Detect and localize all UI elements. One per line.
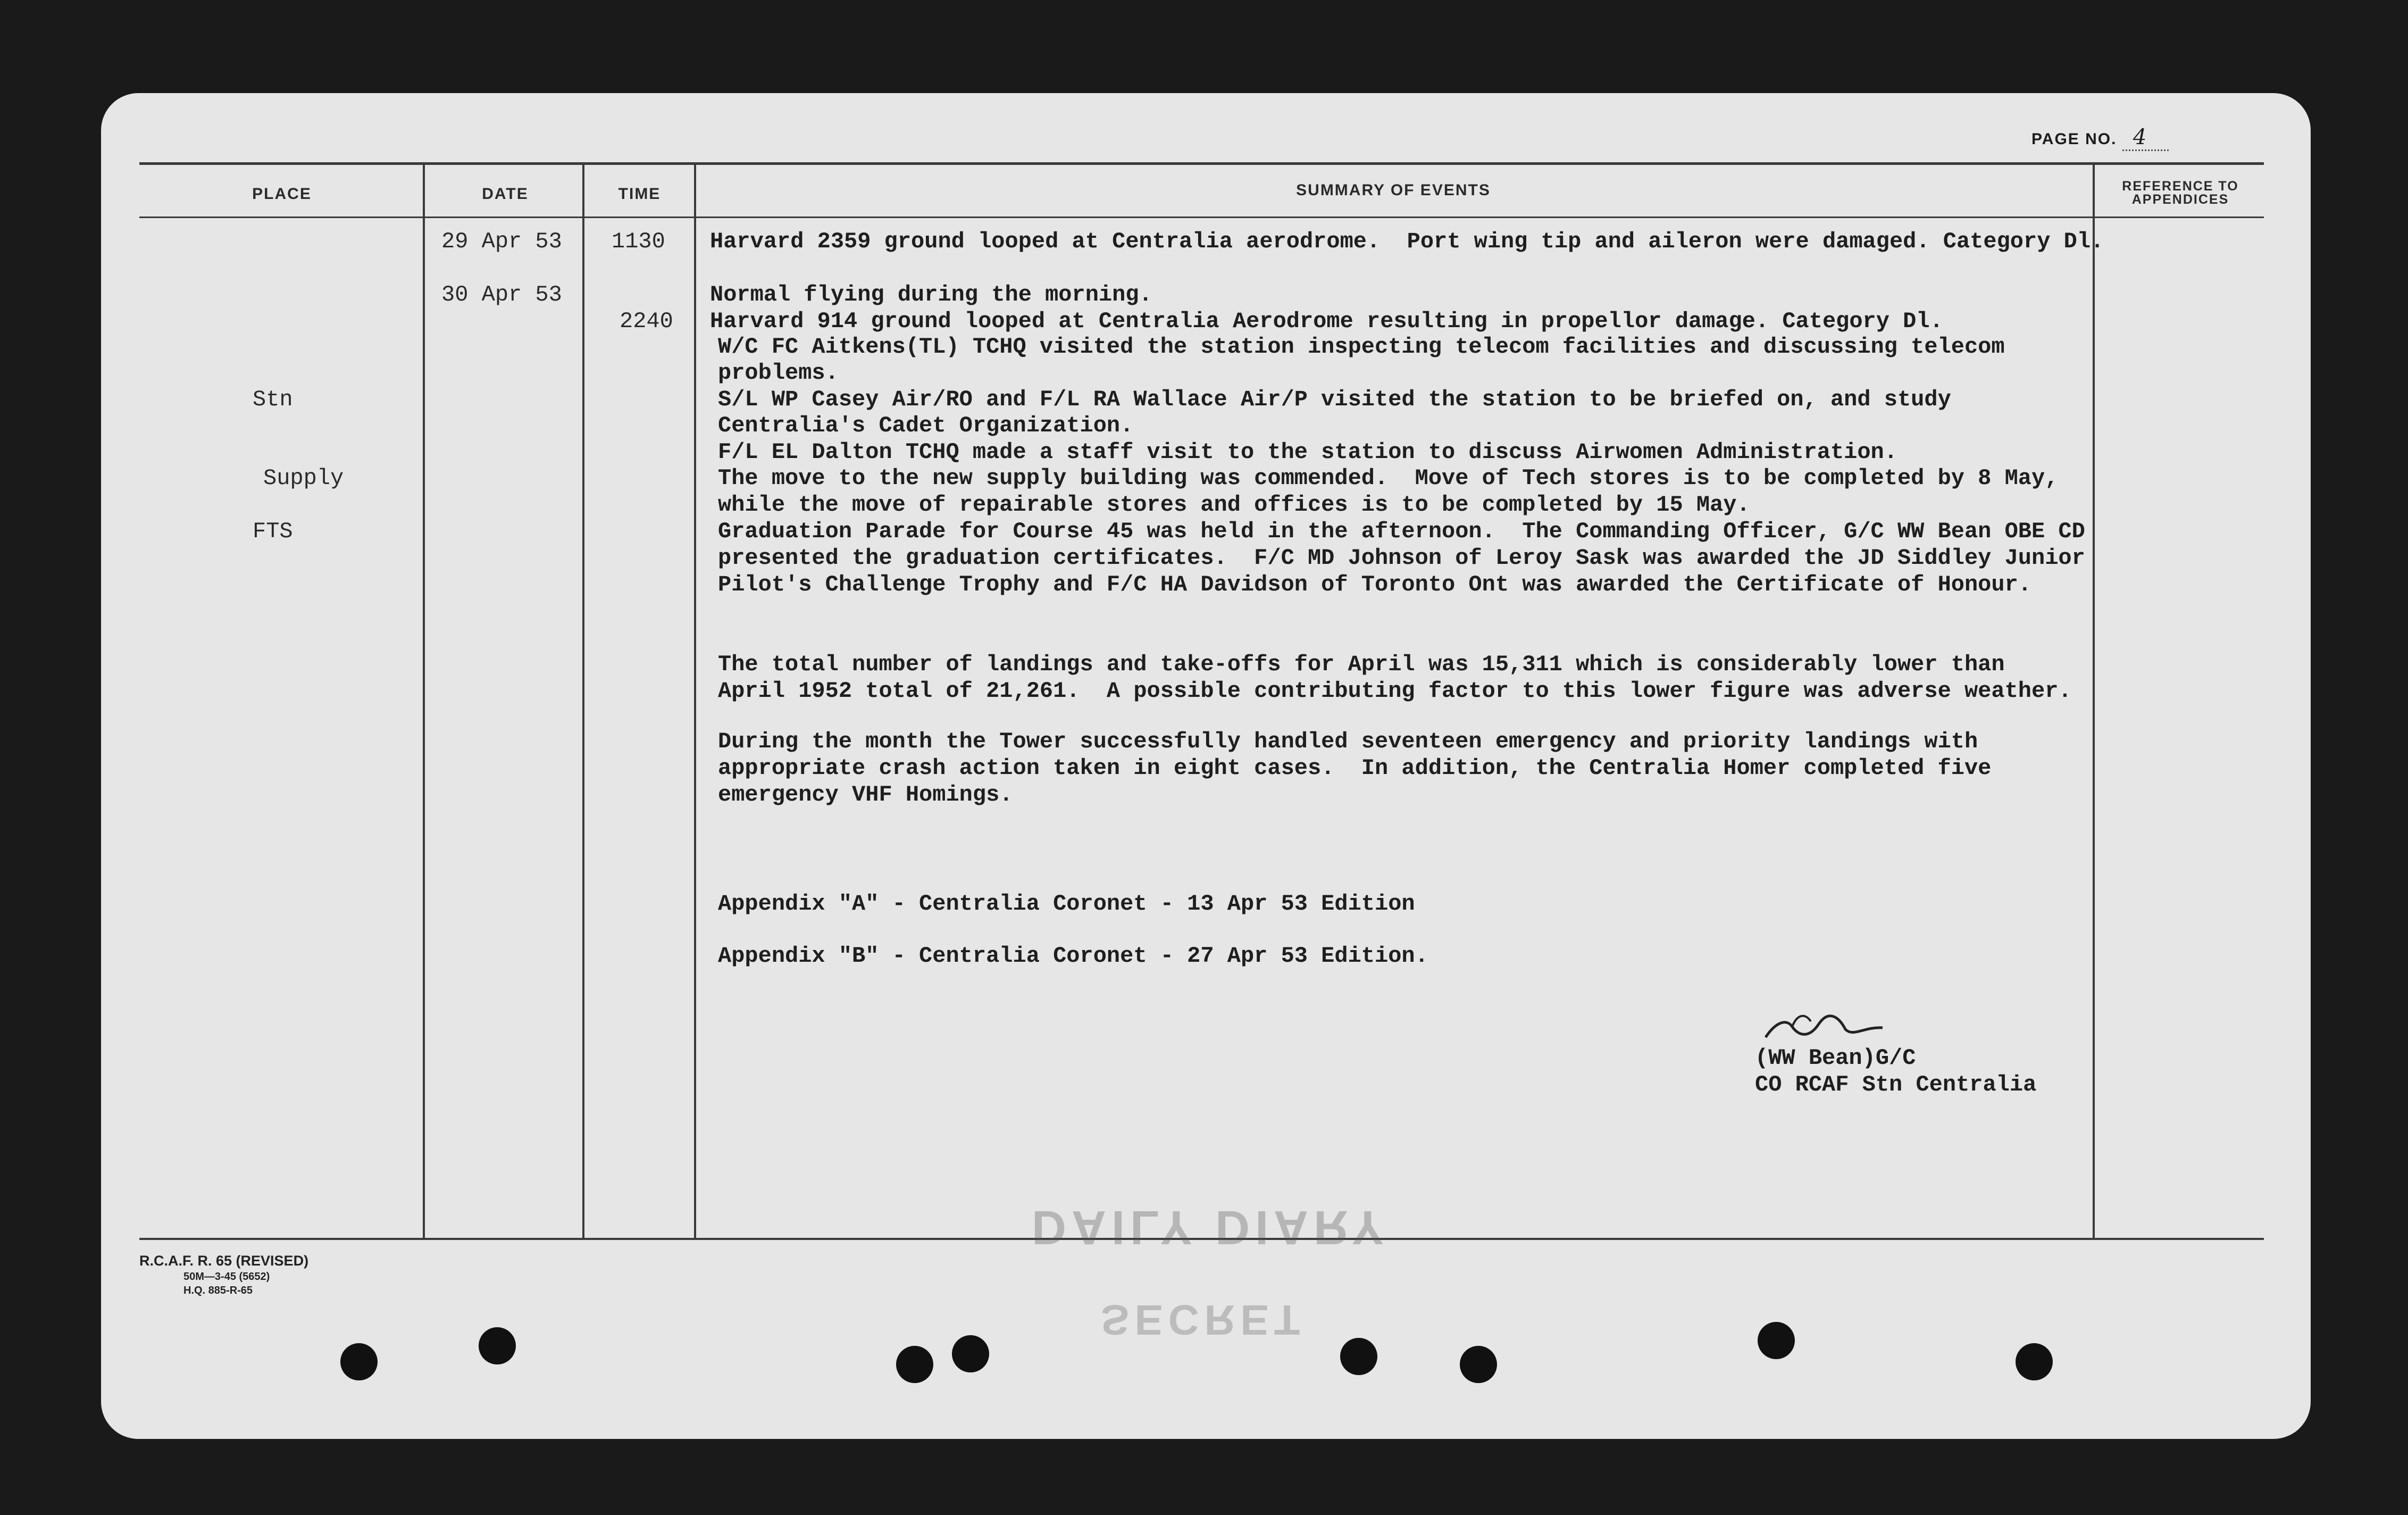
- time-1130: 1130: [612, 229, 665, 254]
- entry-line: April 1952 total of 21,261. A possible contributing factor to this lower figure was adverse weather.: [718, 678, 2072, 704]
- entry-line: During the month the Tower successfully handled seventeen emergency and priority landings with: [718, 729, 1978, 754]
- page-number: [2031, 125, 2169, 149]
- signature-title: CO RCAF Stn Centralia: [1755, 1072, 2037, 1097]
- col-rule-place-date: [423, 165, 425, 1239]
- ghost-stamp: SECRET: [1101, 1296, 1306, 1344]
- header-time: TIME: [618, 185, 661, 203]
- top-rule: [139, 162, 2264, 165]
- entry-line: The move to the new supply building was commended. Move of Tech stores is to be completed by 8 May,: [718, 465, 2059, 491]
- entry-line: S/L WP Casey Air/RO and F/L RA Wallace Air/P visited the station to be briefed on, and study: [718, 387, 1951, 412]
- signature-mark: [1760, 1011, 1888, 1048]
- punch-hole: [1460, 1346, 1497, 1383]
- form-id-line1: R.C.A.F. R. 65 (REVISED): [139, 1253, 309, 1269]
- punch-hole: [340, 1343, 378, 1380]
- entry-line: Pilot's Challenge Trophy and F/C HA Davidson of Toronto Ont was awarded the Certificate of Honour.: [718, 572, 2032, 597]
- entry-line: emergency VHF Homings.: [718, 782, 1013, 808]
- page-number-label: PAGE NO.: [2031, 130, 2117, 148]
- place-fts: FTS: [253, 519, 293, 544]
- place-supply: Supply: [263, 465, 344, 491]
- ghost-title: DAILY DIARY: [1032, 1201, 1389, 1254]
- entry-line: W/C FC Aitkens(TL) TCHQ visited the station inspecting telecom facilities and discussing telecom: [718, 334, 2005, 360]
- appendix-a: Appendix "A" - Centralia Coronet - 13 Apr 53 Edition: [718, 891, 1415, 917]
- col-rule-date-time: [582, 165, 584, 1239]
- entry-line: Centralia's Cadet Organization.: [718, 413, 1134, 438]
- entry-line: The total number of landings and take-offs for April was 15,311 which is considerably lower than: [718, 652, 2005, 677]
- header-summary: SUMMARY OF EVENTS: [1296, 181, 1491, 199]
- entry-line: Normal flying during the morning.: [710, 282, 1152, 307]
- entry-line: presented the graduation certificates. F/C MD Johnson of Leroy Sask was awarded the JD Siddley Junior: [718, 545, 2085, 571]
- punch-hole: [896, 1346, 933, 1383]
- entry-line: appropriate crash action taken in eight cases. In addition, the Centralia Homer completed five: [718, 755, 1992, 781]
- punch-hole: [479, 1327, 516, 1364]
- header-reference: REFERENCE TO APPENDICES: [2122, 179, 2239, 207]
- header-rule: [139, 217, 2264, 218]
- punch-hole: [952, 1335, 989, 1372]
- appendix-b: Appendix "B" - Centralia Coronet - 27 Apr 53 Edition.: [718, 943, 1428, 969]
- header-date: DATE: [482, 185, 529, 203]
- diary-sheet: [101, 93, 2311, 1439]
- punch-hole: [1340, 1338, 1377, 1375]
- place-stn: Stn: [253, 387, 293, 412]
- entry-line: Graduation Parade for Course 45 was held in the afternoon. The Commanding Officer, G/C WW Bean OBE CD: [718, 519, 2085, 544]
- punch-hole: [1758, 1322, 1795, 1359]
- entry-line: F/L EL Dalton TCHQ made a staff visit to the station to discuss Airwomen Administration.: [718, 439, 1897, 465]
- entry-line: Harvard 2359 ground looped at Centralia aerodrome. Port wing tip and aileron were damaged. Category Dl.: [710, 229, 2104, 254]
- header-place: PLACE: [252, 185, 312, 203]
- col-rule-summary-ref: [2093, 165, 2095, 1239]
- date-30-apr: 30 Apr 53: [441, 282, 562, 307]
- col-rule-time-summary: [694, 165, 696, 1239]
- entry-line: Harvard 914 ground looped at Centralia Aerodrome resulting in propellor damage. Category Dl.: [710, 309, 1943, 334]
- signature-name: (WW Bean)G/C: [1755, 1045, 1916, 1071]
- punch-hole: [2016, 1343, 2053, 1380]
- page-number-value: 4: [2122, 125, 2169, 151]
- time-2240: 2240: [620, 309, 673, 334]
- entry-line: problems.: [718, 360, 839, 386]
- form-id-line3: H.Q. 885-R-65: [183, 1285, 253, 1296]
- form-id-line2: 50M—3-45 (5652): [183, 1271, 270, 1283]
- entry-line: while the move of repairable stores and offices is to be completed by 15 May.: [718, 492, 1750, 518]
- date-29-apr: 29 Apr 53: [441, 229, 562, 254]
